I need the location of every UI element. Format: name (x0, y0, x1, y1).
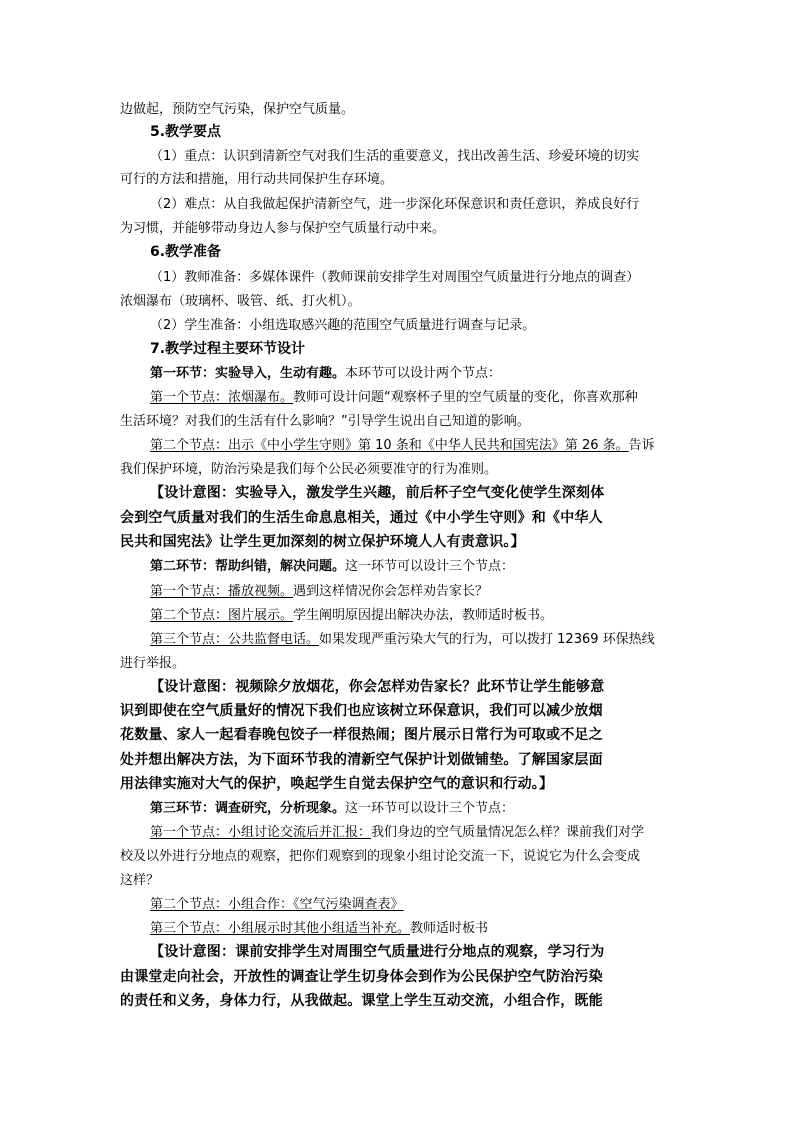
node-line: 第一个节点：小组讨论交流后并汇报：我们身边的空气质量情况怎么样？课前我们对学 (150, 825, 645, 840)
section-heading-teaching-process: 7.教学过程主要环节设计 (150, 341, 306, 357)
design-intent-line: 识到即使在空气质量好的情况下我们也应该树立环保意识，我们可以减少放烟 (120, 703, 603, 719)
paragraph-line: 为习惯，并能够带动身边人参与保护空气质量行动中来。 (120, 221, 446, 236)
section-heading-teaching-preparation: 6.教学准备 (150, 244, 222, 260)
node-line: 第一个节点：浓烟瀑布。教师可设计问题“观察杯子里的空气质量的变化，你喜欢那种 (150, 390, 638, 405)
design-intent-line: 花数量、家人一起看春晚包饺子一样很热闹；图片展示日常行为可取或不足之 (120, 727, 603, 743)
paragraph-line: 可行的方法和措施，用行动共同保护生存环境。 (120, 172, 394, 187)
paragraph-line: （1）教师准备：多媒体课件（教师课前安排学生对周围空气质量进行分地点的调查） (150, 270, 640, 285)
design-intent-line: 用法律实施对大气的保护，唤起学生自觉去保护空气的意识和行动。】 (120, 776, 554, 792)
paragraph-line: 进行举报。 (120, 656, 186, 671)
paragraph-line: （1）重点：认识到清新空气对我们生活的重要意义，找出改善生活、珍爱环境的切实 (150, 149, 640, 164)
node-line: 第三个节点：小组展示时其他小组适当补充。教师适时板书 (150, 921, 489, 936)
design-intent-line: 会到空气质量对我们的生活生命息息相关，通过《中小学生守则》和《中华人 (120, 510, 603, 526)
stage-three-line: 第三环节：调查研究，分析现象。这一环节可以设计三个节点： (150, 801, 515, 816)
design-intent-line: 【设计意图：实验导入，激发学生兴趣，前后杯子空气变化使学生深刻体 (150, 485, 605, 501)
node-line: 第二个节点：图片展示。学生阐明原因提出解决办法，教师适时板书。 (150, 608, 554, 623)
design-intent-line: 由课堂走向社会，开放性的调查让学生切身体会到作为公民保护空气防治污染 (120, 969, 603, 985)
node-line: 第二个节点：出示《中小学生守则》第 10 条和《中华人民共和国宪法》第 26 条。告诉 (150, 438, 655, 453)
node-line: 第三个节点：公共监督电话。如果发现严重污染大气的行为，可以拨打 12369 环保热线 (150, 632, 655, 647)
section-heading-teaching-points: 5.教学要点 (150, 124, 222, 140)
paragraph-line: 边做起，预防空气污染，保护空气质量。 (120, 102, 355, 117)
paragraph-line: 这样？ (120, 873, 160, 888)
design-intent-line: 【设计意图：视频除夕放烟花，你会怎样劝告家长？此环节让学生能够意 (150, 679, 605, 695)
design-intent-line: 处并想出解决方法，为下面环节我的清新空气保护计划做铺垫。了解国家层面 (120, 752, 603, 768)
paragraph-line: （2）学生准备：小组选取感兴趣的范围空气质量进行调查与记录。 (150, 318, 536, 333)
paragraph-line: 浓烟瀑布（玻璃杯、吸管、纸、打火机）。 (120, 294, 361, 309)
node-line: 第二个节点：小组合作：《空气污染调查表》 (150, 897, 404, 912)
design-intent-line: 【设计意图：课前安排学生对周围空气质量进行分地点的观察，学习行为 (150, 944, 605, 960)
stage-one-line: 第一环节：实验导入，生动有趣。本环节可以设计两个节点： (150, 366, 502, 381)
paragraph-line: 生活环境？对我们的生活有什么影响？”引导学生说出自己知道的影响。 (120, 414, 530, 429)
design-intent-line: 的责任和义务，身体力行，从我做起。课堂上学生互动交流，小组合作，既能 (120, 993, 603, 1009)
stage-two-line: 第二环节：帮助纠错，解决问题。这一环节可以设计三个节点： (150, 559, 515, 574)
paragraph-line: 我们保护环境，防治污染是我们每个公民必须要准守的行为准则。 (120, 462, 498, 477)
paragraph-line: （2）难点：从自我做起保护清新空气，进一步深化环保意识和责任意识，养成良好行 (150, 197, 640, 212)
design-intent-line: 民共和国宪法》让学生更加深刻的树立保护环境人人有责意识。】 (120, 534, 525, 550)
paragraph-line: 校及以外进行分地点的观察，把你们观察到的现象小组讨论交流一下，说说它为什么会变成 (120, 849, 641, 864)
node-line: 第一个节点：播放视频。遇到这样情况你会怎样劝告家长？ (150, 584, 489, 599)
